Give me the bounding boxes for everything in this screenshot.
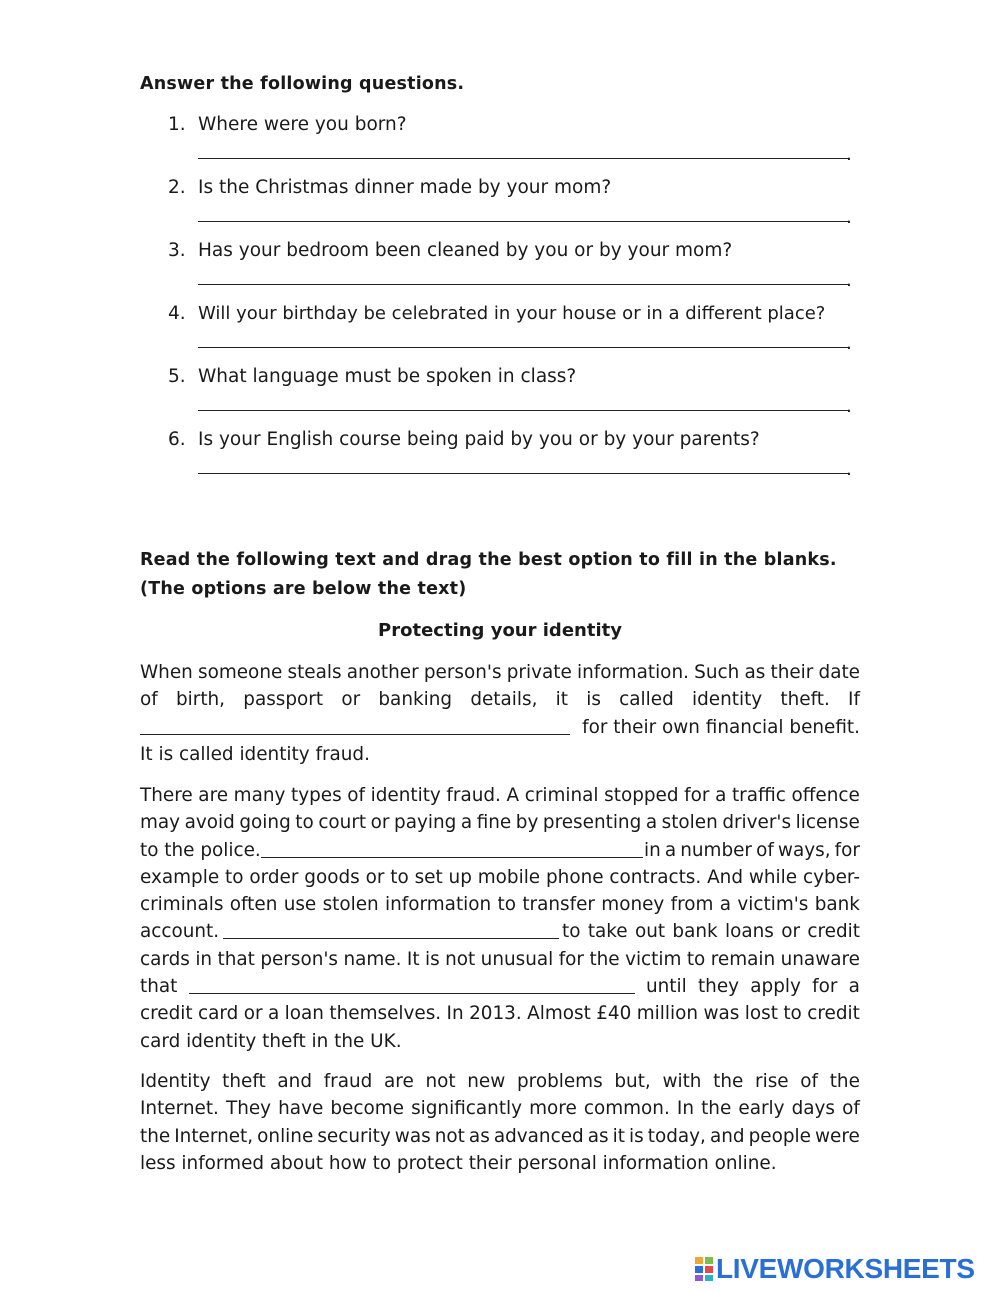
logo-text: LIVEWORKSHEETS [716, 1253, 975, 1284]
fill-blank-3[interactable] [223, 918, 559, 939]
word: criminal [524, 785, 599, 806]
word: person's [423, 662, 502, 683]
word: a [715, 785, 727, 806]
word: by [515, 812, 539, 834]
word: name. [343, 948, 402, 970]
word: bank [672, 921, 718, 943]
text-fragment-group [644, 837, 860, 864]
word: It [406, 948, 420, 970]
word: victim's [737, 894, 809, 916]
word: of [842, 1098, 860, 1120]
line-end: . [846, 333, 852, 354]
word: In [676, 1098, 694, 1120]
word: theft [222, 1071, 266, 1092]
word: person's [260, 948, 338, 970]
word: as [744, 662, 766, 683]
word: In [446, 1003, 464, 1025]
word: as [587, 1125, 609, 1147]
word: apply [750, 976, 801, 998]
answer-input-line[interactable] [198, 284, 848, 285]
word: to [783, 1003, 802, 1025]
passage-paragraph-2 [140, 782, 860, 1055]
word: become [330, 1098, 404, 1120]
word: it [612, 1125, 625, 1147]
word: are [198, 785, 229, 806]
word: a [848, 976, 860, 998]
word: If [848, 689, 860, 711]
passage-paragraph-1 [140, 659, 860, 768]
word: problems [516, 1071, 603, 1092]
word: fraud [323, 1071, 373, 1092]
word: going [239, 812, 291, 834]
word: the [713, 1071, 744, 1092]
word: many [233, 785, 286, 806]
section-1-heading: Answer the following questions. [140, 74, 465, 94]
word: advanced [493, 1125, 584, 1147]
question-text: Where were you born? [198, 114, 407, 135]
word: traffic [731, 785, 786, 806]
word: loan [284, 1003, 324, 1025]
word: passport [243, 689, 324, 711]
word: to [497, 894, 516, 916]
passage-title: Protecting your identity [378, 620, 622, 641]
word: to [295, 812, 314, 834]
word: mobile [477, 866, 541, 888]
answer-input-line[interactable] [198, 347, 848, 348]
fill-blank-4[interactable] [189, 973, 635, 994]
text-fragment: that [140, 976, 178, 998]
word: while [748, 866, 798, 888]
word: or [341, 689, 361, 711]
word: transfer [522, 894, 595, 916]
word: example [140, 866, 220, 888]
word: the [829, 1071, 860, 1092]
word: to [562, 921, 581, 943]
word: stolen [322, 894, 379, 916]
word: up [448, 866, 472, 888]
word: a [267, 1003, 280, 1025]
word: in [195, 948, 213, 970]
fill-blank-2[interactable] [261, 837, 643, 858]
word: avoid [184, 812, 235, 834]
word: of [140, 689, 158, 711]
line-end: . [846, 270, 852, 291]
word: driver's [722, 812, 792, 834]
word: another [346, 662, 419, 683]
word: birth, [175, 689, 226, 711]
text-fragment-group [646, 973, 860, 1000]
text-line [140, 1000, 860, 1027]
passage-paragraph-3 [140, 1068, 860, 1177]
word: the [589, 948, 620, 970]
word: to [686, 948, 706, 970]
answer-input-line[interactable] [198, 473, 848, 474]
text-line: card identity theft in the UK. [140, 1030, 402, 1052]
word: money [601, 894, 665, 916]
text-line [140, 973, 860, 1000]
text-line [140, 1123, 860, 1150]
word: private [506, 662, 572, 683]
word: set [414, 866, 443, 888]
word: that [217, 948, 255, 970]
word: are [384, 1071, 414, 1092]
word: types [291, 785, 342, 806]
word: a [664, 839, 677, 861]
question-number: 5. [168, 366, 186, 387]
word: of [756, 839, 774, 861]
line-end: . [846, 207, 852, 228]
word: bank [814, 894, 860, 916]
text-line [140, 714, 860, 741]
word: often [229, 894, 278, 916]
word: called [619, 689, 674, 711]
word: new [467, 1071, 506, 1092]
text-line [140, 837, 860, 864]
word: to [390, 866, 409, 888]
question-text: Is your English course being paid by you or by your parents? [198, 429, 760, 450]
word: victim [625, 948, 682, 970]
word: as [468, 1125, 490, 1147]
word: credit [807, 921, 860, 943]
word: card [198, 1003, 239, 1025]
word: people [748, 1125, 811, 1147]
question-item [140, 240, 870, 303]
word: of [347, 785, 366, 806]
word: was [394, 1125, 431, 1147]
word: the [140, 1125, 171, 1147]
text-line [140, 686, 860, 713]
line-end: . [846, 144, 852, 165]
word: themselves. [329, 1003, 442, 1025]
text-line [140, 918, 860, 945]
word: license [795, 812, 860, 834]
word: early [738, 1098, 785, 1120]
answer-input-line[interactable] [198, 221, 848, 222]
word: ways, [777, 839, 831, 861]
text-line [140, 659, 860, 686]
word: not [445, 948, 476, 970]
answer-input-line[interactable] [198, 410, 848, 411]
word: more [529, 1098, 577, 1120]
word: and [277, 1071, 313, 1092]
word: Such [694, 662, 740, 683]
word: of [800, 1071, 819, 1092]
text-line [140, 1068, 860, 1095]
word: online [257, 1125, 314, 1147]
section-2-instruction-note: (The options are below the text) [140, 579, 467, 599]
text-fragment: account. [140, 921, 220, 943]
word: fraud. [446, 785, 501, 806]
word: phone [545, 866, 604, 888]
fill-blank-1[interactable] [140, 714, 570, 735]
word: a [460, 812, 473, 834]
word: 2013. [469, 1003, 522, 1025]
word: to [225, 866, 244, 888]
word: common. [583, 1098, 670, 1120]
question-item [140, 366, 870, 429]
word: until [645, 976, 687, 998]
word: Identity [140, 1071, 211, 1092]
word: When [140, 662, 193, 683]
text-fragment: to the police. [140, 839, 261, 861]
word: credit [140, 1003, 193, 1025]
text-line [140, 864, 860, 891]
text-line [140, 809, 860, 836]
text-line [140, 891, 860, 918]
logo-mark-icon [694, 1256, 714, 1282]
word: Almost [527, 1003, 591, 1025]
word: for [684, 785, 710, 806]
word: criminals [140, 894, 224, 916]
word: order [249, 866, 299, 888]
word: paying [394, 812, 457, 834]
word: or [781, 921, 801, 943]
word: someone [198, 662, 283, 683]
word: their [770, 662, 814, 683]
word: fine [476, 812, 512, 834]
word: They [225, 1098, 272, 1120]
question-list [140, 114, 870, 492]
word: is [629, 1125, 644, 1147]
word: for [834, 839, 860, 861]
word: but, [614, 1071, 651, 1092]
question-item [140, 303, 870, 366]
word: lost [744, 1003, 778, 1025]
text-fragment: for their own financial benefit. [582, 716, 860, 738]
text-line: less informed about how to protect their personal information online. [140, 1152, 777, 1174]
word: or [365, 866, 385, 888]
word: theft. [780, 689, 830, 711]
word: take [587, 921, 628, 943]
word: remain [710, 948, 776, 970]
word: information [385, 894, 492, 916]
question-number: 1. [168, 114, 186, 135]
word: cyber- [802, 866, 860, 888]
word: or [370, 812, 390, 834]
text-line [140, 946, 860, 973]
word: for [558, 948, 584, 970]
line-end: . [846, 396, 852, 417]
word: Internet, [174, 1125, 254, 1147]
word: use [283, 894, 317, 916]
question-text: Is the Christmas dinner made by your mom? [198, 177, 612, 198]
text-fragment-group [562, 918, 860, 945]
word: with [662, 1071, 702, 1092]
word: a [719, 894, 732, 916]
word: have [278, 1098, 324, 1120]
word: offence [791, 785, 860, 806]
word: is [424, 948, 440, 970]
word: or [243, 1003, 263, 1025]
word: cards [140, 948, 190, 970]
word: security [317, 1125, 391, 1147]
text-line [140, 782, 860, 809]
word: identity [692, 689, 763, 711]
question-number: 3. [168, 240, 186, 261]
word: date [818, 662, 860, 683]
word: out [634, 921, 666, 943]
word: may [140, 812, 181, 834]
word: stolen [661, 812, 718, 834]
word: details, [470, 689, 538, 711]
word: unusual [480, 948, 554, 970]
word: court [318, 812, 367, 834]
text-line: It is called identity fraud. [140, 743, 370, 765]
word: information. [576, 662, 689, 683]
word: credit [807, 1003, 860, 1025]
answer-input-line[interactable] [198, 158, 848, 159]
word: identity [370, 785, 441, 806]
word: contracts. [609, 866, 702, 888]
word: stopped [604, 785, 679, 806]
word: presenting [542, 812, 642, 834]
question-text: Has your bedroom been cleaned by you or by your mom? [198, 240, 733, 261]
word: they [697, 976, 740, 998]
question-number: 6. [168, 429, 186, 450]
question-text: Will your birthday be celebrated in your house or in a different place? [198, 303, 826, 324]
word: loans [725, 921, 774, 943]
word: rise [755, 1071, 789, 1092]
word: There [140, 785, 193, 806]
word: it [555, 689, 568, 711]
question-item [140, 177, 870, 240]
line-end: . [846, 459, 852, 480]
word: not [434, 1125, 465, 1147]
word: the [701, 1098, 732, 1120]
word: today, [647, 1125, 706, 1147]
word: A [506, 785, 520, 806]
word: number [680, 839, 752, 861]
word: unaware [780, 948, 860, 970]
section-2-instruction: Read the following text and drag the best option to fill in the blanks. [140, 550, 837, 570]
word: steals [287, 662, 342, 683]
word: banking [378, 689, 453, 711]
word: were [815, 1125, 860, 1147]
word: And [707, 866, 743, 888]
question-number: 4. [168, 303, 186, 324]
word: from [670, 894, 714, 916]
word: a [645, 812, 658, 834]
question-item [140, 114, 870, 177]
word: significantly [411, 1098, 523, 1120]
word: not [425, 1071, 456, 1092]
word: goods [304, 866, 360, 888]
word: days [791, 1098, 836, 1120]
question-item [140, 429, 870, 492]
word: and [709, 1125, 745, 1147]
question-number: 2. [168, 177, 186, 198]
word: was [703, 1003, 740, 1025]
word: Internet. [140, 1098, 219, 1120]
word: million [636, 1003, 699, 1025]
liveworksheets-logo [694, 1254, 975, 1284]
question-text: What language must be spoken in class? [198, 366, 577, 387]
text-line [140, 1095, 860, 1122]
word: for [812, 976, 838, 998]
word: in [643, 839, 661, 861]
word: £40 [596, 1003, 632, 1025]
word: is [586, 689, 601, 711]
